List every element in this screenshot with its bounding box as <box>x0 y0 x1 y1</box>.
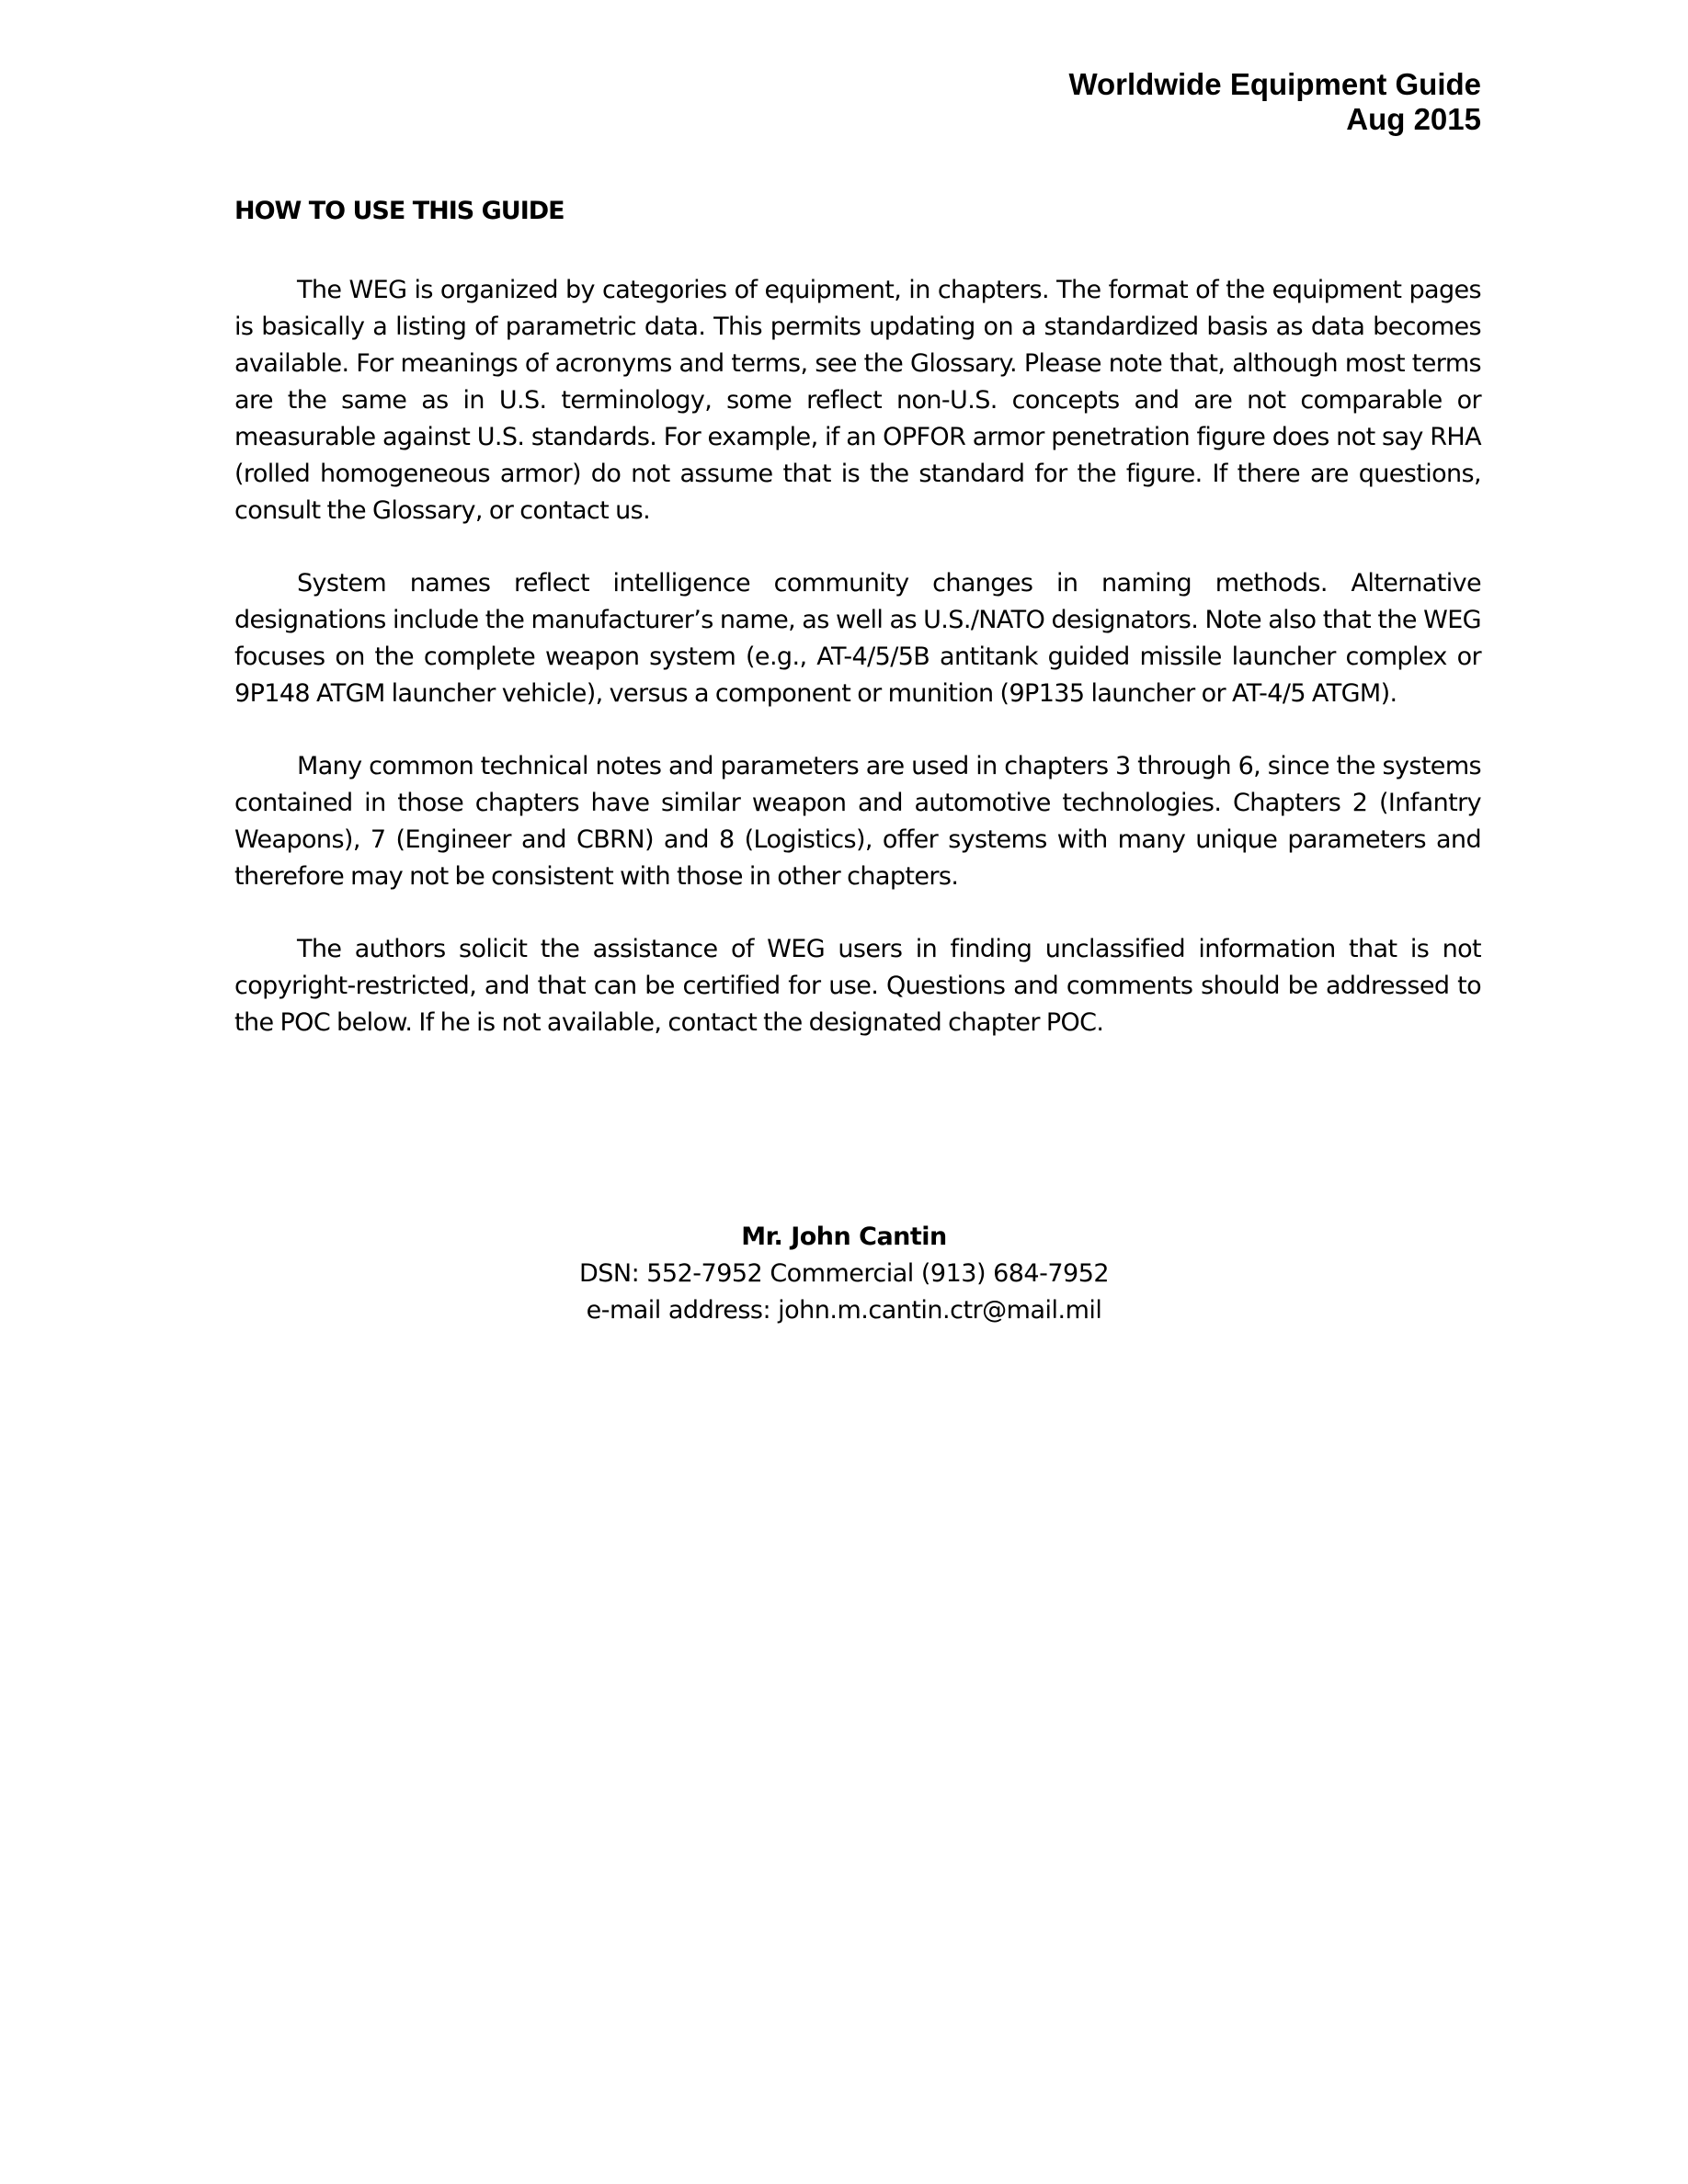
section-title: HOW TO USE THIS GUIDE <box>234 197 565 225</box>
paragraph-technical-notes: Many common technical notes and parameters are used in chapters 3 through 6, since the systems contained in those chapters have similar weapon and automotive technologies. Chapters 2 (Infantry Weapons), 7 (Engineer and CBRN) and 8 (Logistics), offer systems with many unique parameters and therefore may not be consistent with those in other chapters. <box>234 752 1481 891</box>
contact-email: e-mail address: john.m.cantin.ctr@mail.mil <box>586 1296 1102 1325</box>
document-title: Worldwide Equipment Guide <box>1068 67 1481 101</box>
document-date: Aug 2015 <box>1346 102 1481 136</box>
main-content <box>234 193 1481 1077</box>
contact-name: Mr. John Cantin <box>741 1223 947 1251</box>
paragraph-organization: The WEG is organized by categories of equipment, in chapters. The format of the equipment pages is basically a listing of parametric data. This permits updating on a standardized basis as data becomes available. For meanings of acronyms and terms, see the Glossary. Please note that, although most terms are the same as in U.S. terminology, some reflect non-U.S. concepts and are not comparable or measurable against U.S. standards. For example, if an OPFOR armor penetration figure does not say RHA (rolled homogeneous armor) do not assume that is the standard for the figure. If there are questions, consult the Glossary, or contact us. <box>234 276 1481 525</box>
page-header <box>1068 67 1481 137</box>
contact-block <box>0 1219 1688 1329</box>
paragraph-authors: The authors solicit the assistance of WEG users in finding unclassified information that is not copyright-restricted, and that can be certified for use. Questions and comments should be addressed to the POC below. If he is not available, contact the designated chapter POC. <box>234 935 1481 1037</box>
paragraph-system-names: System names reflect intelligence community changes in naming methods. Alternative designations include the manufacturer’s name, as well as U.S./NATO designators. Note also that the WEG focuses on the complete weapon system (e.g., AT-4/5/5B antitank guided missile launcher complex or 9P148 ATGM launcher vehicle), versus a component or munition (9P135 launcher or AT-4/5 ATGM). <box>234 569 1481 708</box>
contact-phone: DSN: 552-7952 Commercial (913) 684-7952 <box>578 1259 1110 1288</box>
